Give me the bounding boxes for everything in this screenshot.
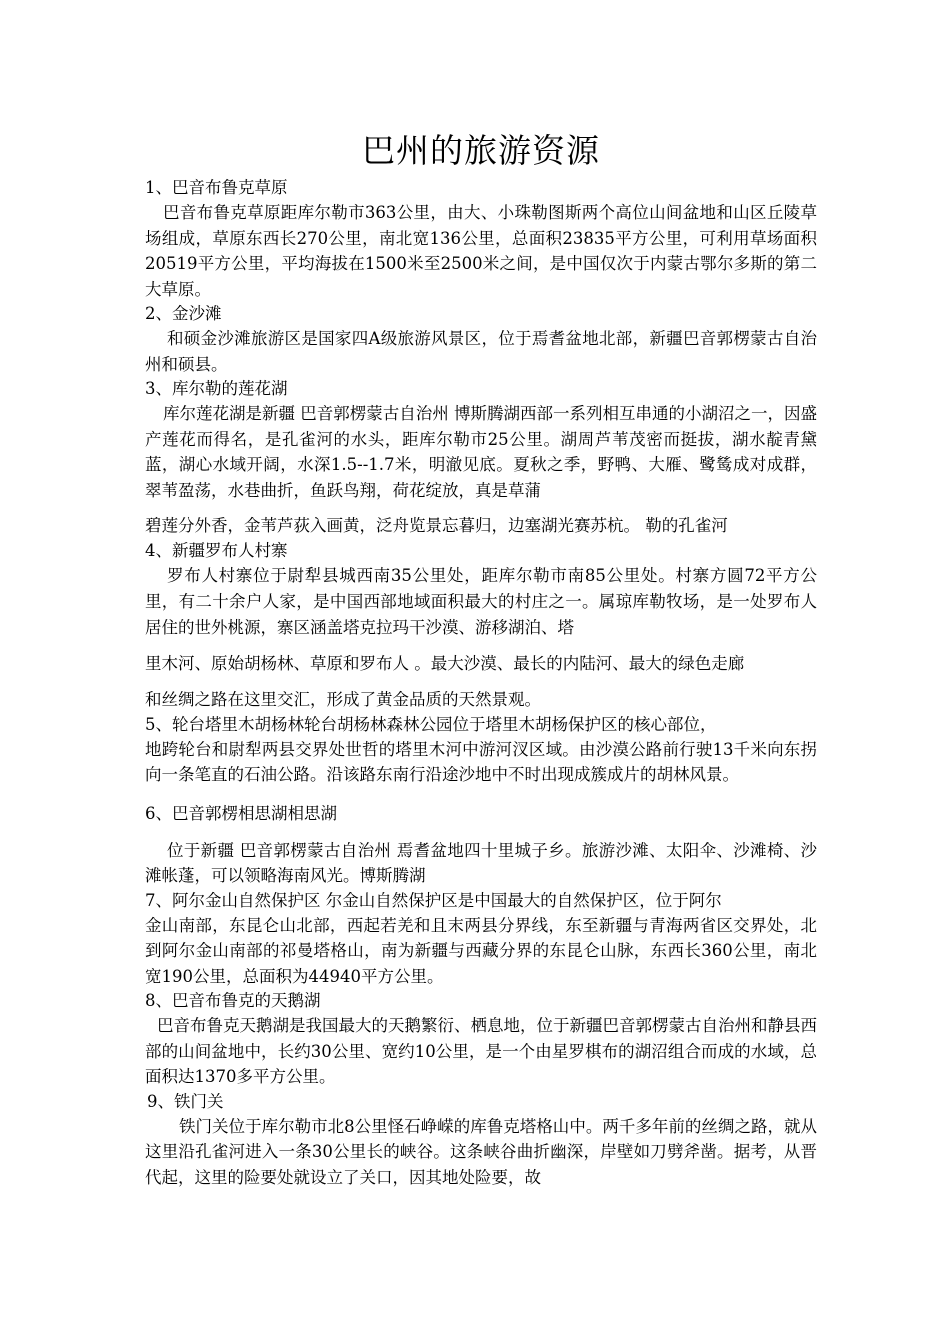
section-lotus-lake: [145, 377, 817, 539]
section-heading: 5、轮台塔里木胡杨林轮台胡杨林森林公园位于塔里木胡杨保护区的核心部位，: [145, 714, 717, 734]
section-golden-beach: [145, 302, 817, 377]
document-title: 巴州的旅游资源: [362, 131, 600, 170]
section-heading: 2、金沙滩: [145, 304, 222, 323]
section-altun-reserve: [145, 889, 817, 990]
section-paragraph: 位于新疆 巴音郭楞蒙古自治州 焉耆盆地四十里城子乡。旅游沙滩、太阳伞、沙滩椅、沙滩帐蓬，可以领略海南风光。博斯腾湖: [145, 840, 817, 885]
section-grassland: [145, 176, 817, 302]
section-swan-lake: [145, 989, 817, 1090]
section-xiangsi-lake: [145, 802, 817, 889]
section-iron-gate-pass: [145, 1090, 817, 1191]
section-paragraph-tail: 和丝绸之路在这里交汇，形成了黄金品质的天然景观。: [145, 689, 541, 709]
section-heading: 7、阿尔金山自然保护区 尔金山自然保护区是中国最大的自然保护区，位于阿尔: [145, 890, 722, 910]
section-paragraph-tail: 碧莲分外香，金苇芦荻入画黄，泛舟览景忘暮归，边塞湖光赛苏杭。 勒的孔雀河: [145, 516, 728, 535]
section-heading: 6、巴音郭楞相思湖相思湖: [145, 803, 337, 823]
section-paragraph: 和硕金沙滩旅游区是国家四A级旅游风景区，位于焉耆盆地北部，新疆巴音郭楞蒙古自治州和硕县。: [145, 329, 817, 374]
section-paragraph: 巴音布鲁克天鹅湖是我国最大的天鹅繁衍、栖息地，位于新疆巴音郭楞蒙古自治州和静县西部的山间盆地中，长约30公里、宽约10公里，是一个由星罗棋布的湖沼组合而成的水域，总面积达1370多平方公里。: [145, 1016, 817, 1086]
section-loplik-village: [145, 539, 817, 713]
section-paragraph: 巴音布鲁克草原距库尔勒市363公里，由大、小珠勒图斯两个高位山间盆地和山区丘陵草场组成，草原东西长270公里，南北宽136公里，总面积23835平方公里，可利用草场面积20519平方公里，平均海拔在1500米至2500米之间，是中国仅次于内蒙古鄂尔多斯的第二大草原。: [145, 203, 817, 299]
section-heading: 1、巴音布鲁克草原: [145, 178, 288, 197]
section-heading: 9、铁门关: [147, 1091, 224, 1111]
section-paragraph: 地跨轮台和尉犁两县交界处世哲的塔里木河中游河汊区域。由沙漠公路前行驶13千米向东拐向一条笔直的石油公路。沿该路东南行沿途沙地中不时出现成簇成片的胡林风景。: [145, 739, 817, 784]
section-paragraph-tail: 里木河、原始胡杨林、草原和罗布人 。最大沙漠、最长的内陆河、最大的绿色走廊: [145, 653, 745, 673]
section-heading: 8、巴音布鲁克的天鹅湖: [145, 991, 321, 1010]
section-heading: 3、库尔勒的莲花湖: [145, 379, 288, 398]
section-paragraph: 罗布人村寨位于尉犁县城西南35公里处，距库尔勒市南85公里处。村寨方圆72平方公里，有二十余户人家，是中国西部地域面积最大的村庄之一。属琼库勒牧场，是一处罗布人居住的世外桃源，寨区涵盖塔克拉玛干沙漠、游移湖泊、塔: [145, 565, 817, 637]
section-paragraph: 金山南部，东昆仑山北部，西起若羌和且末两县分界线，东至新疆与青海两省区交界处，北到阿尔金山南部的祁曼塔格山，南为新疆与西藏分界的东昆仑山脉，东西长360公里，南北宽190公里，总面积为44940平方公里。: [145, 915, 817, 986]
section-heading: 4、新疆罗布人村寨: [145, 540, 288, 560]
section-paragraph: 铁门关位于库尔勒市北8公里怪石峥嵘的库鲁克塔格山中。两千多年前的丝绸之路，就从这里沿孔雀河进入一条30公里长的峡谷。这条峡谷曲折幽深，岸壁如刀劈斧凿。据考，从晋代起，这里的险要处就设立了关口，因其地处险要，故: [145, 1116, 817, 1187]
section-populus-forest: [145, 713, 817, 788]
document-body: [145, 130, 817, 1190]
section-paragraph: 库尔莲花湖是新疆 巴音郭楞蒙古自治州 博斯腾湖西部一系列相互串通的小湖沼之一，因盛产莲花而得名，是孔雀河的水头，距库尔勒市25公里。湖周芦苇茂密而挺拔，湖水靛青黛蓝，湖心水域开阔，水深1.5--1.7米，明澈见底。夏秋之季，野鸭、大雁、鹭鸶成对成群，翠苇盈荡，水巷曲折，鱼跃鸟翔，荷花绽放，真是草蒲: [145, 404, 817, 500]
